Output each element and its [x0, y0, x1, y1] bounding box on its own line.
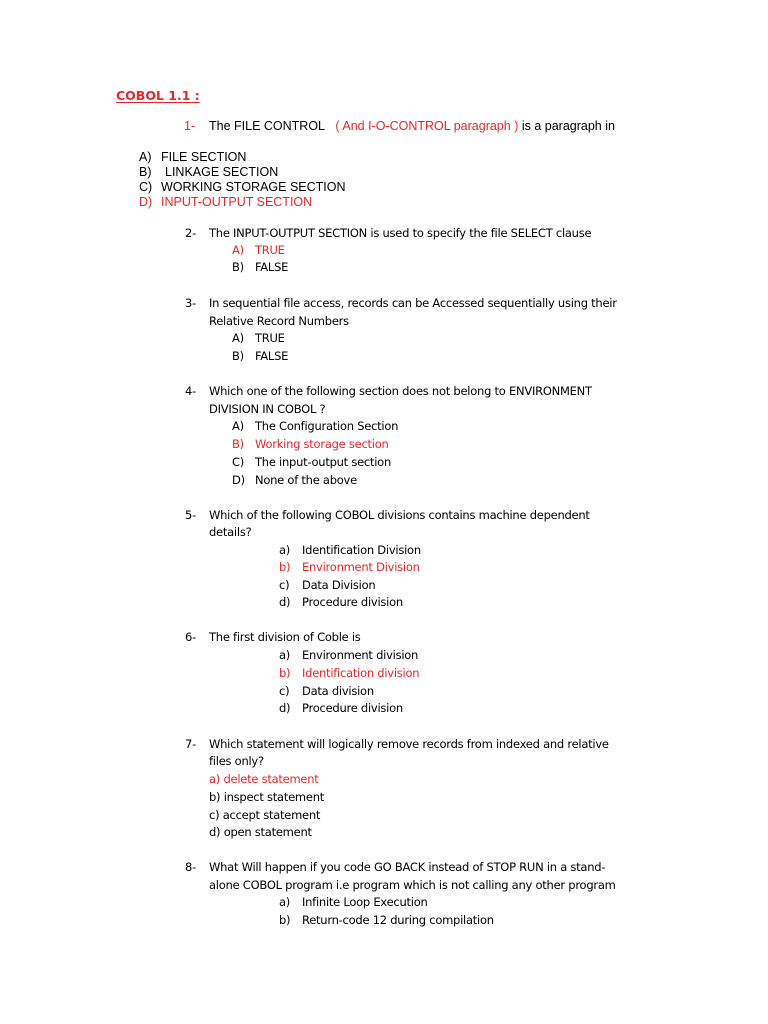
- question-7-text-line-2: files only?: [209, 754, 264, 768]
- option-text: Identification Division: [302, 543, 421, 557]
- option-text: Environment division: [302, 648, 419, 662]
- question-5-text-line-1: Which of the following COBOL divisions contains machine dependent: [209, 508, 590, 522]
- question-8-text-line-1: What Will happen if you code GO BACK instead of STOP RUN in a stand-: [209, 860, 606, 874]
- question-7-option-c: c) accept statement: [209, 808, 321, 822]
- question-3-option-b: [232, 351, 288, 363]
- question-4-option-d: [232, 475, 357, 487]
- option-letter: B): [139, 165, 152, 179]
- question-3-text-line-1: In sequential file access, records can be Accessed sequentially using their: [209, 296, 617, 310]
- option-text: WORKING STORAGE SECTION: [161, 180, 346, 194]
- question-1-text-highlight: ( And I-O-CONTROL paragraph ): [335, 119, 519, 133]
- question-3-option-a: [232, 333, 285, 345]
- option-letter: a): [279, 543, 291, 557]
- option-text: Working storage section: [255, 437, 389, 451]
- option-letter: a): [279, 895, 291, 909]
- option-letter: C): [232, 455, 245, 469]
- option-text: Data Division: [302, 578, 376, 592]
- question-1-text-b: is a paragraph in: [521, 119, 615, 133]
- option-text: Identification division: [302, 666, 420, 680]
- question-7-text-line-1: Which statement will logically remove records from indexed and relative: [209, 737, 609, 751]
- option-letter: B): [232, 349, 244, 363]
- option-text: Infinite Loop Execution: [302, 895, 428, 909]
- option-text: TRUE: [255, 331, 285, 345]
- question-1-option-c: [139, 181, 346, 194]
- option-letter: b): [279, 666, 291, 680]
- question-8-option-b: [279, 915, 494, 927]
- question-3-number: 3-: [185, 296, 196, 310]
- option-text: Procedure division: [302, 701, 403, 715]
- option-letter: B): [232, 437, 244, 451]
- question-7-option-b: b) inspect statement: [209, 790, 324, 804]
- page-title: COBOL 1.1 :: [116, 88, 200, 103]
- question-4-option-b-answer: [232, 439, 389, 451]
- question-7-option-d: d) open statement: [209, 825, 312, 839]
- question-6-text: The first division of Coble is: [209, 630, 361, 644]
- option-text: Return-code 12 during compilation: [302, 913, 494, 927]
- question-6-option-b-answer: [279, 668, 419, 680]
- option-letter: c): [279, 684, 290, 698]
- option-letter: a): [279, 648, 291, 662]
- question-3-text-line-2: Relative Record Numbers: [209, 314, 349, 328]
- question-8-option-a: [279, 897, 428, 909]
- question-6-number: 6-: [185, 630, 196, 644]
- option-letter: A): [232, 419, 244, 433]
- question-5-option-d: [279, 597, 403, 609]
- question-1-text-a: The FILE CONTROL: [209, 119, 325, 133]
- question-8-number: 8-: [185, 860, 196, 874]
- question-6-option-c: [279, 686, 374, 698]
- question-8-text-line-2: alone COBOL program i.e program which is not calling any other program: [209, 878, 616, 892]
- question-4-text-line-1: Which one of the following section does not belong to ENVIRONMENT: [209, 384, 592, 398]
- question-1-option-a: [139, 151, 246, 164]
- option-text: INPUT-OUTPUT SECTION: [161, 195, 313, 209]
- question-5-text-line-2: details?: [209, 525, 252, 539]
- option-text: Environment Division: [302, 560, 420, 574]
- question-5-number: 5-: [185, 508, 196, 522]
- option-text: None of the above: [255, 473, 357, 487]
- option-letter: B): [232, 260, 244, 274]
- question-7-option-a-answer: a) delete statement: [209, 772, 319, 786]
- option-letter: A): [232, 331, 244, 345]
- option-letter: b): [279, 560, 291, 574]
- option-text: TRUE: [255, 243, 285, 257]
- question-2-number: 2-: [185, 226, 196, 240]
- question-4-option-a: [232, 421, 398, 433]
- question-1-option-b: [139, 166, 278, 179]
- question-4-option-c: [232, 457, 391, 469]
- option-text: The Configuration Section: [255, 419, 399, 433]
- option-letter: d): [279, 595, 291, 609]
- option-text: Data division: [302, 684, 374, 698]
- option-letter: d): [279, 701, 291, 715]
- option-letter: D): [139, 195, 153, 209]
- question-2-text: The INPUT-OUTPUT SECTION is used to specify the file SELECT clause: [209, 226, 592, 240]
- question-5-option-a: [279, 545, 421, 557]
- option-text: The input-output section: [255, 455, 391, 469]
- option-letter: A): [232, 243, 244, 257]
- question-5-option-b-answer: [279, 562, 420, 574]
- option-text: FALSE: [255, 349, 289, 363]
- question-4-text-line-2: DIVISION IN COBOL ?: [209, 402, 326, 416]
- question-1-number: 1-: [184, 119, 196, 133]
- question-6-option-a: [279, 650, 418, 662]
- option-letter: D): [232, 473, 245, 487]
- question-2-option-b: [232, 262, 288, 274]
- option-text: Procedure division: [302, 595, 403, 609]
- option-letter: c): [279, 578, 290, 592]
- option-letter: C): [139, 180, 153, 194]
- question-5-option-c: [279, 580, 375, 592]
- option-text: FALSE: [255, 260, 289, 274]
- option-text: LINKAGE SECTION: [165, 165, 279, 179]
- question-2-option-a-answer: [232, 245, 285, 257]
- option-text: FILE SECTION: [161, 150, 247, 164]
- option-letter: A): [139, 150, 152, 164]
- option-letter: b): [279, 913, 291, 927]
- question-6-option-d: [279, 703, 403, 715]
- question-7-number: 7-: [185, 737, 196, 751]
- question-1-text: [209, 120, 615, 133]
- question-1-option-d-answer: [139, 196, 312, 209]
- question-4-number: 4-: [185, 384, 196, 398]
